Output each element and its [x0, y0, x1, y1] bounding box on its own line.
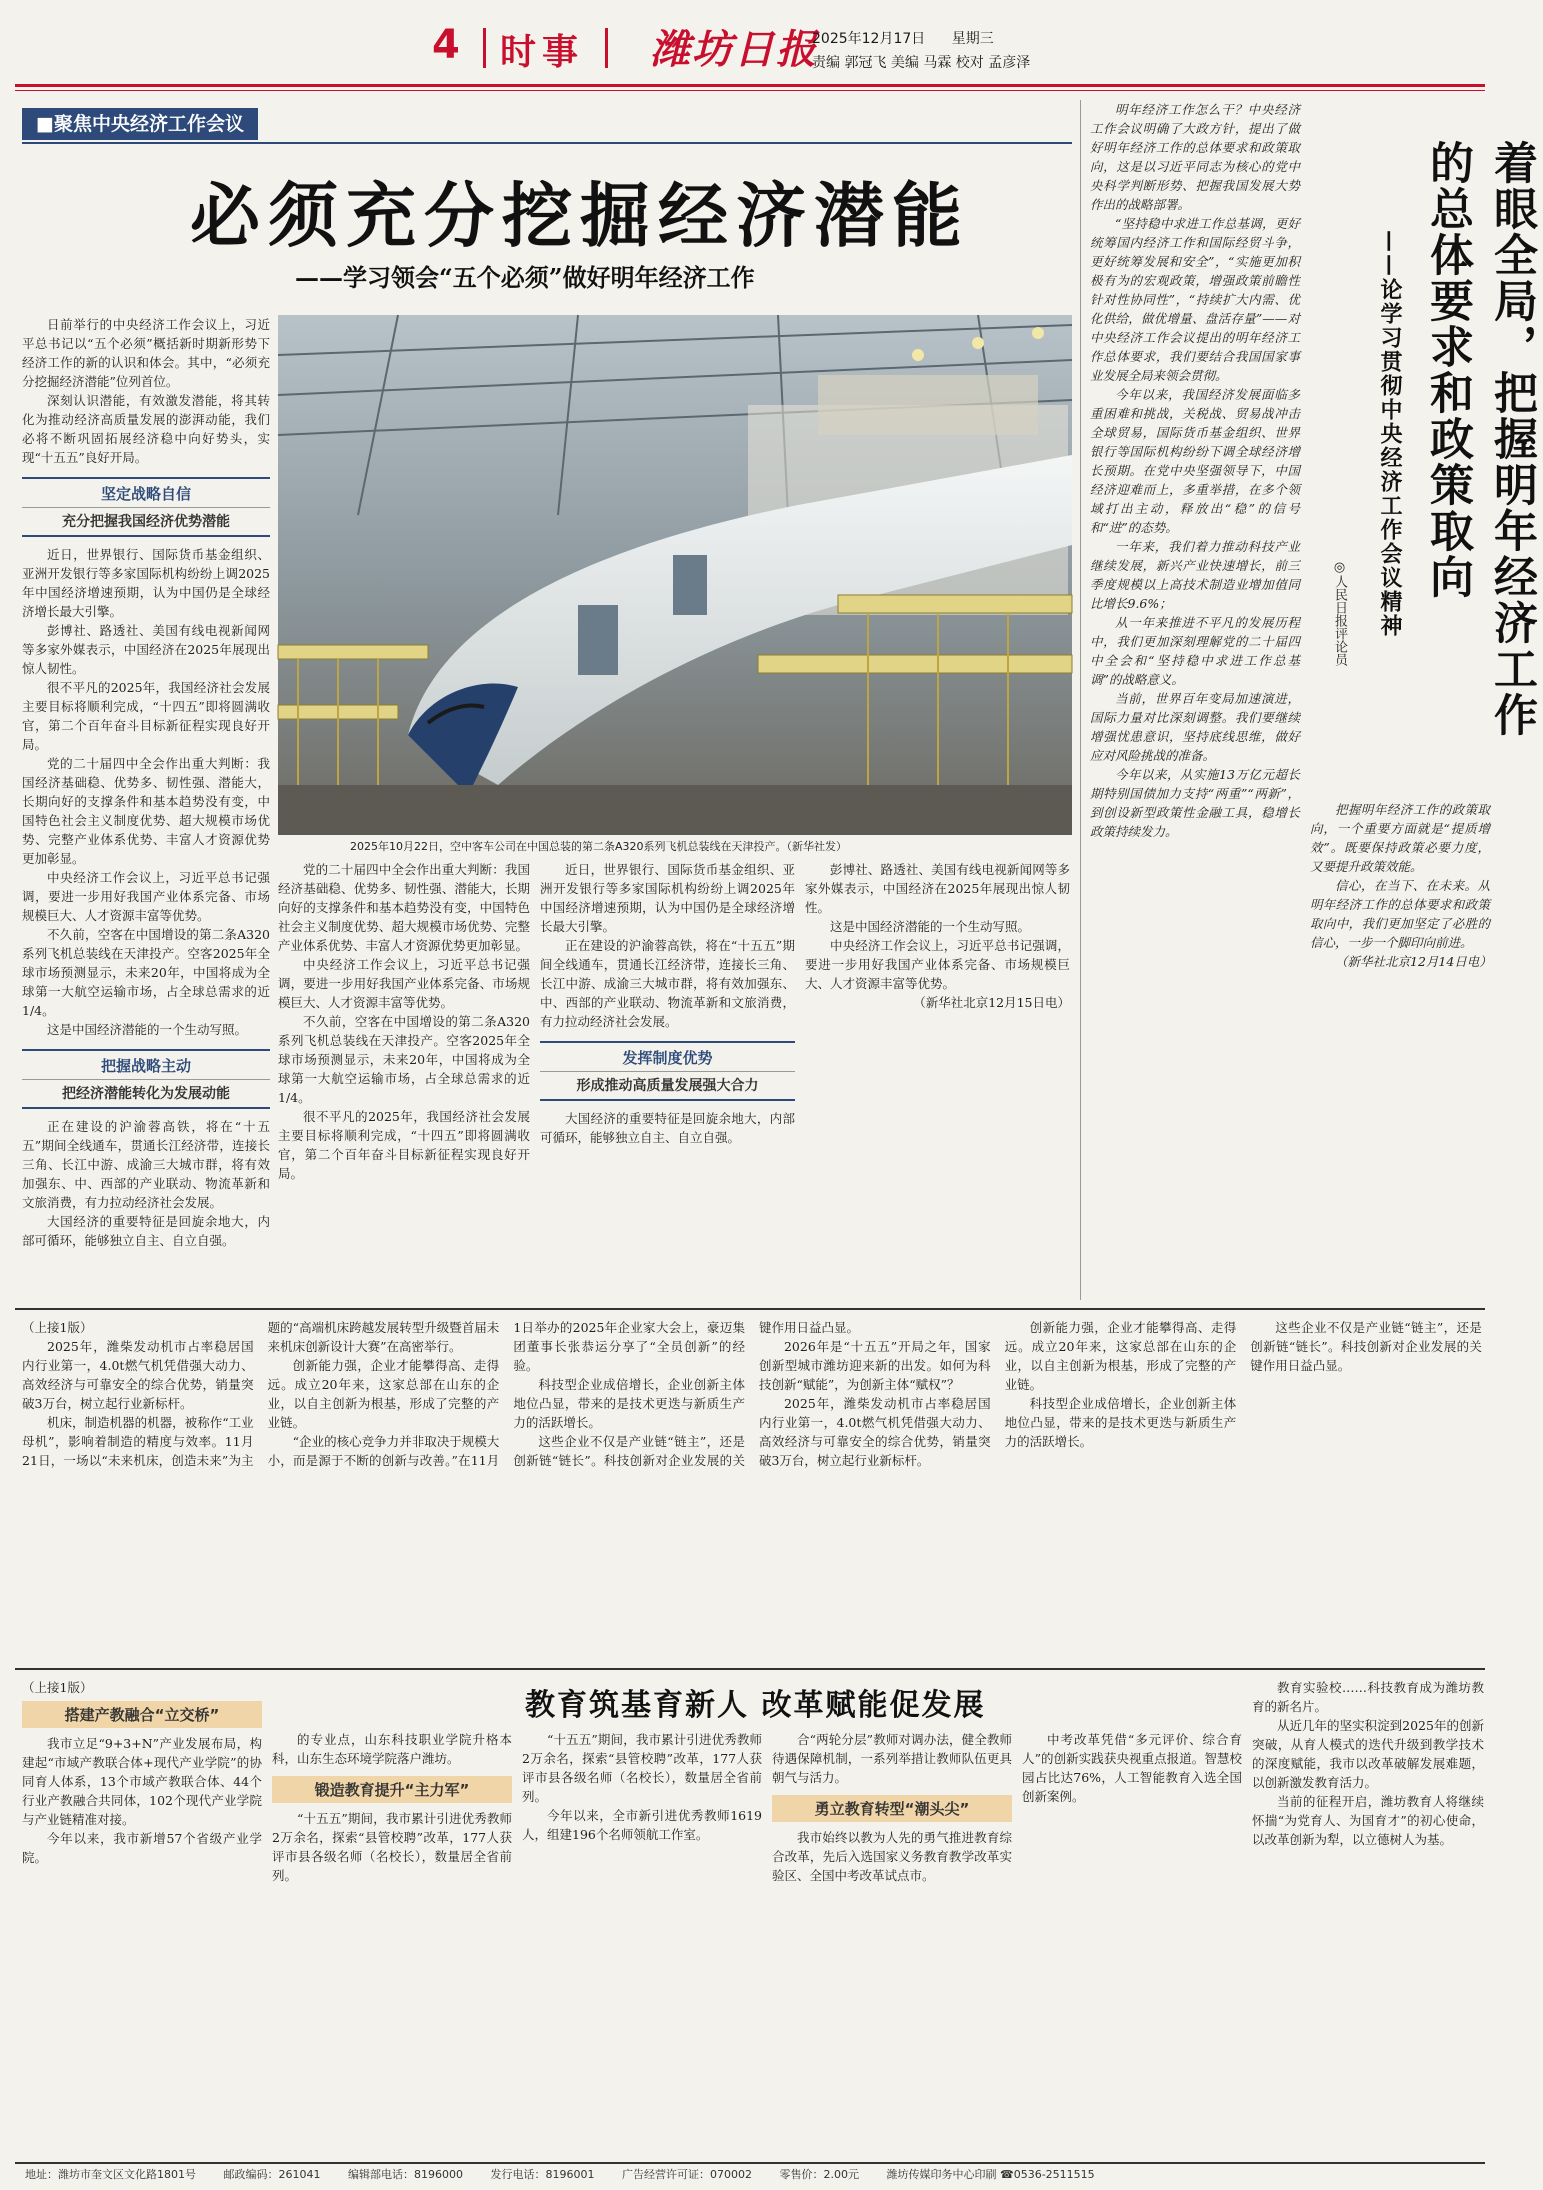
feature-paragraph: 科技型企业成倍增长，企业创新主体地位凸显，带来的是技术更迭与新质生产力的活跃增长。 — [1004, 1396, 1237, 1449]
newspaper-logo: 潍坊日报 — [650, 26, 818, 73]
article-lead: 日前举行的中央经济工作会议上，习近平总书记以“五个必须”概括新时期新形势下经济工作的新的认识和体会。其中，“必须充分挖掘经济潜能”位列首位。 — [22, 317, 270, 389]
section-heading-box — [22, 1049, 270, 1109]
education-paragraph: 当前的征程开启，潍坊教育人将继续怀揣“为党育人、为国育才”的初心使命，以改革创新为犁，以立德树人为基。 — [1252, 1794, 1484, 1847]
kicker-rule — [22, 142, 1072, 144]
feature-paragraph: 这些企业不仅是产业链“链主”，还是创新链“链长”。科技创新对企业发展的关键作用日益凸显。 — [513, 1320, 859, 1468]
education-column-1 — [22, 1678, 262, 2158]
commentary-paragraph: 从一年来推进不平凡的发展历程中，我们更加深刻理解党的二十届四中全会和“坚持稳中求进工作总基调”的战略意义。 — [1090, 615, 1300, 687]
article-paragraph: 近日，世界银行、国际货币基金组织、亚洲开发银行等多家国际机构纷纷上调2025年中国经济增速预期，认为中国仍是全球经济增长最大引擎。 — [22, 547, 270, 619]
commentary-byline: （新华社北京12月14日电） — [1335, 954, 1492, 969]
section-divider-line — [15, 1308, 1485, 1310]
article-paragraph: 中央经济工作会议上，习近平总书记强调，要进一步用好我国产业体系完备、市场规模巨大、人才资源丰富等优势。 — [805, 938, 1070, 991]
main-subheadline: ——学习领会“五个必须”做好明年经济工作 — [295, 263, 755, 292]
section-divider — [605, 28, 608, 68]
education-paragraph: 我市始终以教为人先的勇气推进教育综合改革，先后入选国家义务教育教学改革实验区、全国中考改革试点市。 — [772, 1830, 1012, 1883]
article-paragraph: 党的二十届四中全会作出重大判断：我国经济基础稳、优势多、韧性强、潜能大，长期向好的支撑条件和基本趋势没有变，中国特色社会主义制度优势、超大规模市场优势、完整产业体系优势、丰富人才资源优势更加彰显。 — [22, 756, 270, 866]
section-heading-box — [22, 477, 270, 537]
education-subheading: 锻造教育提升“主力军” — [272, 1776, 512, 1803]
section-subheading: 形成推动高质量发展强大合力 — [540, 1071, 795, 1095]
article-paragraph: 近日，世界银行、国际货币基金组织、亚洲开发银行等多家国际机构纷纷上调2025年中国经济增速预期，认为中国仍是全球经济增长最大引擎。 — [540, 862, 795, 934]
article-lead-2: 深刻认识潜能，有效激发潜能，将其转化为推动经济高质量发展的澎湃动能，我们必将不断巩固拓展经济稳中向好势头，实现“十五五”良好开局。 — [22, 393, 270, 465]
article-paragraph: 很不平凡的2025年，我国经济社会发展主要目标将顺利完成，“十四五”即将圆满收官，第二个百年奋斗目标新征程实现良好开局。 — [22, 680, 270, 752]
article-paragraph: 这是中国经济潜能的一个生动写照。 — [47, 1022, 248, 1037]
education-paragraph: 的专业点，山东科技职业学院升格本科，山东生态环境学院落户潍坊。 — [272, 1732, 512, 1766]
footer-postcode: 邮政编码：261041 — [223, 2168, 321, 2181]
article-paragraph: 党的二十届四中全会作出重大判断：我国经济基础稳、优势多、韧性强、潜能大，长期向好的支撑条件和基本趋势没有变，中国特色社会主义制度优势、超大规模市场优势、完整产业体系优势、丰富人才资源优势更加彰显。 — [278, 862, 530, 953]
article-column-3 — [540, 860, 795, 1260]
feature-paragraph: 这些企业不仅是产业链“链主”，还是创新链“链长”。科技创新对企业发展的关键作用日益凸显。 — [1250, 1320, 1482, 1373]
article-paragraph: 不久前，空客在中国增设的第二条A320系列飞机总装线在天津投产。空客2025年全球市场预测显示，未来20年，中国将成为全球第一大航空运输市场，占全球总需求的近1/4。 — [22, 927, 270, 1018]
education-column-6 — [1252, 1678, 1484, 2158]
commentary-paragraph: 一年来，我们着力推动科技产业继续发展，新兴产业快速增长，前三季度规模以上高技术制造业增加值同比增长9.6%； — [1090, 539, 1300, 611]
commentary-paragraph: 今年以来，我国经济发展面临多重困难和挑战，关税战、贸易战冲击全球贸易，国际货币基金组织、世界银行等国际机构纷纷下调全球经济增长预期。在党中央坚强领导下，中国经济迎难而上，多重举措，在多个领域打出主动，释放出“稳”的信号和“进”的态势。 — [1090, 387, 1300, 535]
section-heading: 发挥制度优势 — [622, 1049, 713, 1067]
feature-paragraph: 2025年，潍柴发动机市占率稳居国内行业第一，4.0t燃气机凭借强大动力、高效经济与可靠安全的综合优势，销量突破3万台，树立起行业新标杆。 — [22, 1339, 254, 1411]
article-paragraph: 这是中国经济潜能的一个生动写照。 — [830, 919, 1031, 934]
section-heading: 坚定战略自信 — [100, 485, 191, 503]
article-paragraph: 彭博社、路透社、美国有线电视新闻网等多家外媒表示，中国经济在2025年展现出惊人韧性。 — [22, 623, 270, 676]
section-heading: 把握战略主动 — [100, 1057, 191, 1075]
commentary-column-2 — [1310, 800, 1490, 1300]
commentary-paragraph: 当前，世界百年变局加速演进，国际力量对比深刻调整。我们要继续增强忧患意识，坚持底线思维，做好应对风险挑战的准备。 — [1090, 691, 1300, 763]
article-byline: （新华社北京12月15日电） — [913, 995, 1070, 1010]
editor-credits: 责编 郭冠飞 美编 马霖 校对 孟彦泽 — [812, 55, 1031, 71]
commentary-source: ◎人民日报评论员 — [1332, 560, 1347, 666]
education-paragraph: “十五五”期间，我市累计引进优秀教师2万余名，探索“县管校聘”改革，177人获评市县各级名师（名校长），数量居全省前列。 — [522, 1732, 762, 1804]
footer-circulation-phone: 发行电话：8196001 — [490, 2168, 595, 2181]
section-kicker: ■聚焦中央经济工作会议 — [22, 108, 258, 140]
education-paragraph: 我市立足“9+3+N”产业发展布局，构建起“市域产教联合体+现代产业学院”的协同育人体系，13个市域产教联合体、44个行业产教融合共同体，102个现代产业学院与产业链精准对接。 — [22, 1736, 262, 1827]
education-subheading: 搭建产教融合“立交桥” — [22, 1701, 262, 1728]
article-column-4 — [805, 860, 1070, 1260]
feature-paragraph: 创新能力强，企业才能攀得高、走得远。成立20年来，这家总部在山东的企业，以自主创新为根基，形成了完整的产业链。 — [1004, 1320, 1237, 1392]
education-column-2 — [272, 1730, 512, 2158]
footer-editorial-phone: 编辑部电话：8196000 — [348, 2168, 463, 2181]
education-column-4 — [772, 1730, 1012, 2158]
commentary-column-1 — [1090, 100, 1300, 1300]
section-subheading: 充分把握我国经济优势潜能 — [22, 507, 270, 531]
page-number: 4 — [432, 22, 460, 68]
main-headline: 必须充分挖掘经济潜能 — [190, 174, 970, 257]
column-divider — [1080, 100, 1081, 1300]
footer-price: 零售价：2.00元 — [779, 2168, 859, 2181]
education-column-5 — [1022, 1730, 1242, 2158]
feature-paragraph: 2025年，潍柴发动机市占率稳居国内行业第一，4.0t燃气机凭借强大动力、高效经济与可靠安全的综合优势，销量突破3万台，树立起行业新标杆。 — [758, 1396, 991, 1468]
commentary-headline: 着眼全局，把握明年经济工作的总体要求和政策取向 — [1422, 140, 1537, 738]
article-paragraph: 正在建设的沪渝蓉高铁，将在“十五五”期间全线通车，贯通长江经济带，连接长三角、长江中游、成渝三大城市群，将有效加强东、中、西部的产业联动、物流革新和文旅消费，有力拉动经济社会发展。 — [22, 1119, 270, 1210]
section-heading-box — [540, 1041, 795, 1101]
education-paragraph: 从近几年的坚实积淀到2025年的创新突破，从育人模式的迭代升级到教学技术的深度赋能，我市以改革破解发展难题，以创新激发教育活力。 — [1252, 1718, 1484, 1790]
masthead — [0, 0, 1500, 92]
article-paragraph: 大国经济的重要特征是回旋余地大，内部可循环，能够独立自主、自立自强。 — [540, 1111, 795, 1145]
section-name: 时事 — [500, 32, 585, 73]
issue-date-line — [812, 28, 994, 48]
footer-printer: 潍坊传媒印务中心印刷 ☎0536-2511515 — [886, 2168, 1095, 2181]
feature-paragraph: 创新能力强，企业才能攀得高、走得远。成立20年来，这家总部在山东的企业，以自主创新为根基，形成了完整的产业链。 — [267, 1358, 500, 1430]
education-paragraph: “十五五”期间，我市累计引进优秀教师2万余名，探索“县管校聘”改革，177人获评市县各级名师（名校长），数量居全省前列。 — [272, 1811, 512, 1883]
commentary-subheadline: ——论学习贯彻中央经济工作会议精神 — [1377, 230, 1403, 638]
education-subheading: 勇立教育转型“潮头尖” — [772, 1795, 1012, 1822]
aircraft-assembly-photo — [278, 315, 1072, 835]
section-subheading: 把经济潜能转化为发展动能 — [22, 1079, 270, 1103]
commentary-paragraph: 今年以来，从实施13万亿元超长期特别国债加力支持“两重”“两新”，到创设新型政策性金融工具，稳增长政策持续发力。 — [1090, 767, 1300, 839]
masthead-rule — [15, 90, 1485, 91]
article-paragraph: 不久前，空客在中国增设的第二条A320系列飞机总装线在天津投产。空客2025年全球市场预测显示，未来20年，中国将成为全球第一大航空运输市场，占全球总需求的近1/4。 — [278, 1014, 530, 1105]
section-divider-line — [15, 1668, 1485, 1670]
footer-ad-license: 广告经营许可证：070002 — [622, 2168, 752, 2181]
section-divider — [483, 28, 486, 68]
article-paragraph: 大国经济的重要特征是回旋余地大，内部可循环，能够独立自主、自立自强。 — [22, 1214, 270, 1248]
article-paragraph: 正在建设的沪渝蓉高铁，将在“十五五”期间全线通车，贯通长江经济带，连接长三角、长江中游、成渝三大城市群，将有效加强东、中、西部的产业联动、物流革新和文旅消费，有力拉动经济社会发展。 — [540, 938, 795, 1029]
issue-weekday: 星期三 — [951, 31, 994, 47]
education-headline: 教育筑基育新人 改革赋能促发展 — [525, 1688, 986, 1723]
photo-caption: 2025年10月22日，空中客车公司在中国总装的第二条A320系列飞机总装线在天津投产。（新华社发） — [350, 840, 848, 853]
feature-paragraph: “企业的核心竞争力并非取决于规模大小，而是源于不断的创新与改善。”在11月1日举办的2025年企业家大会上，豪迈集团董事长张恭运分享了“全员创新”的经验。 — [267, 1320, 745, 1468]
education-paragraph: 今年以来，我市新增57个省级产业学院。 — [22, 1831, 262, 1865]
education-column-3 — [522, 1730, 762, 2158]
article-paragraph: 中央经济工作会议上，习近平总书记强调，要进一步用好我国产业体系完备、市场规模巨大、人才资源丰富等优势。 — [22, 870, 270, 923]
article-paragraph: 中央经济工作会议上，习近平总书记强调，要进一步用好我国产业体系完备、市场规模巨大、人才资源丰富等优势。 — [278, 957, 530, 1010]
masthead-rule — [15, 84, 1485, 87]
article-paragraph: 很不平凡的2025年，我国经济社会发展主要目标将顺利完成，“十四五”即将圆满收官，第二个百年奋斗目标新征程实现良好开局。 — [278, 1109, 530, 1181]
footer-address: 地址：潍坊市奎文区文化路1801号 — [25, 2168, 196, 2181]
article-column-1 — [22, 315, 270, 1250]
article-column-2 — [278, 860, 530, 1260]
education-paragraph: 今年以来，全市新引进优秀教师1619人，组建196个名师领航工作室。 — [522, 1808, 762, 1842]
education-paragraph: 中考改革凭借“多元评价、综合育人”的创新实践获央视重点报道。智慧校园占比达76%，人工智能教育入选全国创新案例。 — [1022, 1732, 1242, 1804]
commentary-paragraph: 信心，在当下、在未来。从明年经济工作的总体要求和政策取向中，我们更加坚定了必胜的信心，一步一个脚印向前进。 — [1310, 878, 1490, 950]
page-footer — [15, 2162, 1485, 2188]
education-paragraph: 教育实验校……科技教育成为潍坊教育的新名片。 — [1252, 1680, 1484, 1714]
issue-date: 2025年12月17日 — [812, 31, 926, 47]
jump-line: （上接1版） — [22, 1320, 93, 1335]
feature-paragraph: 2026年是“十五五”开局之年，国家创新型城市潍坊迎来新的出发。如何为科技创新“赋能”，为创新主体“赋权”？ — [758, 1339, 991, 1392]
commentary-paragraph: 明年经济工作怎么干？中央经济工作会议明确了大政方针，提出了做好明年经济工作的总体要求和政策取向，这是以习近平同志为核心的党中央科学判断形势、把握我国发展大势作出的战略部署。 — [1090, 102, 1300, 212]
commentary-paragraph: “坚持稳中求进工作总基调，更好统筹国内经济工作和国际经贸斗争，更好统筹发展和安全”，“实施更加积极有为的宏观政策，增强政策前瞻性针对性协同性”，“持续扩大内需、优化供给，做优增量、盘活存量”——对中央经济工作会议提出的明年经济工作总体要求，我们要结合我国国家事业发展全局来领会贯彻。 — [1090, 216, 1300, 383]
education-paragraph: 合“两轮分层”教师对调办法，健全教师待遇保障机制，一系列举措让教师队伍更具朝气与活力。 — [772, 1732, 1012, 1785]
continued-feature — [22, 1318, 1482, 1658]
commentary-paragraph: 把握明年经济工作的政策取向，一个重要方面就是“提质增效”。既要保持政策必要力度，又要提升政策效能。 — [1310, 802, 1490, 874]
feature-paragraph: 机床，制造机器的机器，被称作“工业母机”，影响着制造的精度与效率。11月21日，一场以“未来机床，创造未来”为主题的“高端机床跨越发展转型升级暨首届未来机床创新设计大赛”在高密举行。 — [22, 1320, 500, 1468]
article-paragraph: 彭博社、路透社、美国有线电视新闻网等多家外媒表示，中国经济在2025年展现出惊人韧性。 — [805, 862, 1070, 915]
feature-paragraph: 科技型企业成倍增长，企业创新主体地位凸显，带来的是技术更迭与新质生产力的活跃增长。 — [513, 1377, 745, 1430]
jump-line: （上接1版） — [22, 1680, 93, 1695]
